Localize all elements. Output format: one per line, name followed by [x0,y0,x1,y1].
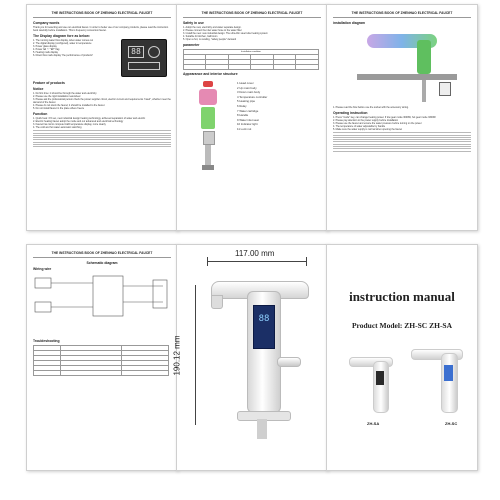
header-rule [33,257,171,258]
height-dimension-line [195,285,196,425]
countertop-image [357,74,457,80]
faucet-shank-image [257,419,267,439]
header-rule [183,17,321,18]
section-body-safety: 1. Adopt the new, electricity and water separate design. 2. Please connect the inlet water hose to the water filter 3. Install the new: new industrial design. The ultra-thin steel tube heating system 4. Suitable for kitchen, bathroom 5. Open a hot, no scaling, "safety people" demand [183,26,268,41]
section-title-appearance: Appearance and interior structure [183,72,238,76]
part-label: 9 Water inlet seat [237,117,259,122]
manual-title: instruction manual [349,289,455,304]
section-title-function: Function [33,112,48,116]
part-label: 5 Heating pipe [237,99,256,104]
section-body-display-diagram: 1. The running water flow display, when water comes out 2. The digital display (configured), water in temperature 3. Power glass display 4. Power fail "-" "EP" flag 5. Heating mark display 6. Direct flow mark display "the performance of products" [33,39,94,57]
manual-page-3 [326,4,478,231]
part-label: 3 Down main body [237,90,261,95]
header-rule [333,17,471,18]
part-label: 6 Relay [237,103,247,108]
section-title-schematic: Schematic diagram [86,261,118,265]
hose-image [422,80,426,102]
digit-display-icon: 88 [128,46,144,58]
faucet-handle-image [277,357,301,367]
parameter-table [183,49,319,70]
section-title-company-words: Company words [33,21,60,25]
model-photo-zh-sc [407,341,465,419]
width-dimension-line [207,261,307,262]
page-header: THE INSTRUCTIONS BOOK OF ZHENHAO ELECTRICAL FAUCET [201,11,303,15]
section-body-operating: 1. Press "mode" key, can change heating power. If low gear mode 3000W, hot gear mode 3300W 2. Please pay attention to the power supply before installation 3. Please use the faucet and ensure the water pressure before turning on the power 4. The temperature of water adjustable by handle 5. Make sure the water supply is normal when opening the faucet [333,116,436,131]
model-photo-zh-sa [345,349,395,419]
colored-faucet-body-image [417,40,431,74]
product-model: Product Model: ZH-SC ZH-SA [351,321,453,330]
exploded-faucet-image [193,81,223,171]
page-header: THE INSTRUCTIONS BOOK OF ZHENHAO ELECTRICAL FAUCET [351,11,453,15]
lcd-digits-icon: 88 [258,314,270,324]
display-diagram-block [27,39,177,79]
section-title-operating: Operating instruction [333,111,368,115]
model-label-zh-sc: ZH-SC [445,421,458,426]
dimension-tick [306,257,307,266]
manual-page-4 [26,244,178,471]
model-label-zh-sa: ZH-SA [367,421,380,426]
text-lines-placeholder [27,130,177,147]
part-label: 2 Up main body [237,85,257,90]
section-title-safety: Safety in use [183,21,204,25]
section-body-notice: 1. Do first time: it should be through the water and electricity 2. Please use the rigid installation real-wheel 3. Please ask the professional person check the power supplier circuit, electric current and requirements "rated", whether meet the demand of the faucet 4. Please do not stuck the faucet; it should be installed to the faucet 5. Do not install faucet in the place where freeze [33,92,171,110]
width-dimension-label: 117.00 mm [235,249,275,258]
manual-page-5 [172,244,328,471]
display-panel-image [121,39,167,77]
text-lines-placeholder [327,132,477,151]
part-label: 8 Handle [237,113,249,118]
section-body-company-words: Thank you for selecting and use our electrical faucet. In order to better use of our company products, please read the instruction book carefully before installation. This is frequency conversion faucet. [33,26,169,32]
header-rule [33,17,171,18]
part-label: 10 Indicator light [237,122,258,127]
flow-mark-icon [148,46,160,58]
section-title-installation: installation diagram [333,21,366,25]
manual-page-1 [26,4,178,231]
section-body-function: 1. Quick heat: 3-5 sec, new industrial design heating technology, achieved separation of water and electric 2. Electric heating faucet adopt the mode and our advanced and electrical technology 3. Faucet has micro computer LED temperature display, more clearly 4. The cold and hot water automatic switching [33,117,146,129]
section-title-wiring: Wiring wire [33,267,52,271]
part-label: 7 Water cartridge [237,108,259,113]
section-title-parameter: parameter [183,43,200,47]
part-label: 11 Lock nut [237,126,252,131]
troubleshooting-table [33,345,169,376]
section-title-notice: Notice [33,87,44,91]
faucet-nozzle-image [211,295,223,309]
manual-page-2 [176,4,328,231]
lcd-display-image [253,305,275,349]
part-label: 1 Head cover [237,81,254,85]
page-header: THE INSTRUCTIONS BOOK OF ZHENHAO ELECTRICAL FAUCET [51,11,153,15]
socket-image [439,82,451,96]
parts-list [237,81,267,132]
section-title-features: Feature of products [33,81,65,85]
wiring-schematic [33,272,173,332]
part-label: 4 Temperature controller [237,94,268,99]
parameter-table-title: Installation condition [184,50,319,55]
section-title-troubleshooting: Troubleshooting [33,339,60,343]
section-title-display-diagram: The Display diagram fore as below: [33,34,90,38]
manual-page-6 [326,244,478,471]
dimension-tick [207,257,208,266]
installation-caption: 1. Please read the flow before use the socket with the accessory wiring. [333,106,409,109]
page-header: THE INSTRUCTIONS BOOK OF ZHENHAO ELECTRICAL FAUCET [51,251,153,255]
power-bar-icon [128,62,160,70]
height-dimension-label: 190.12 mm [172,335,182,376]
installation-diagram [327,26,477,106]
exploded-view [177,77,327,177]
